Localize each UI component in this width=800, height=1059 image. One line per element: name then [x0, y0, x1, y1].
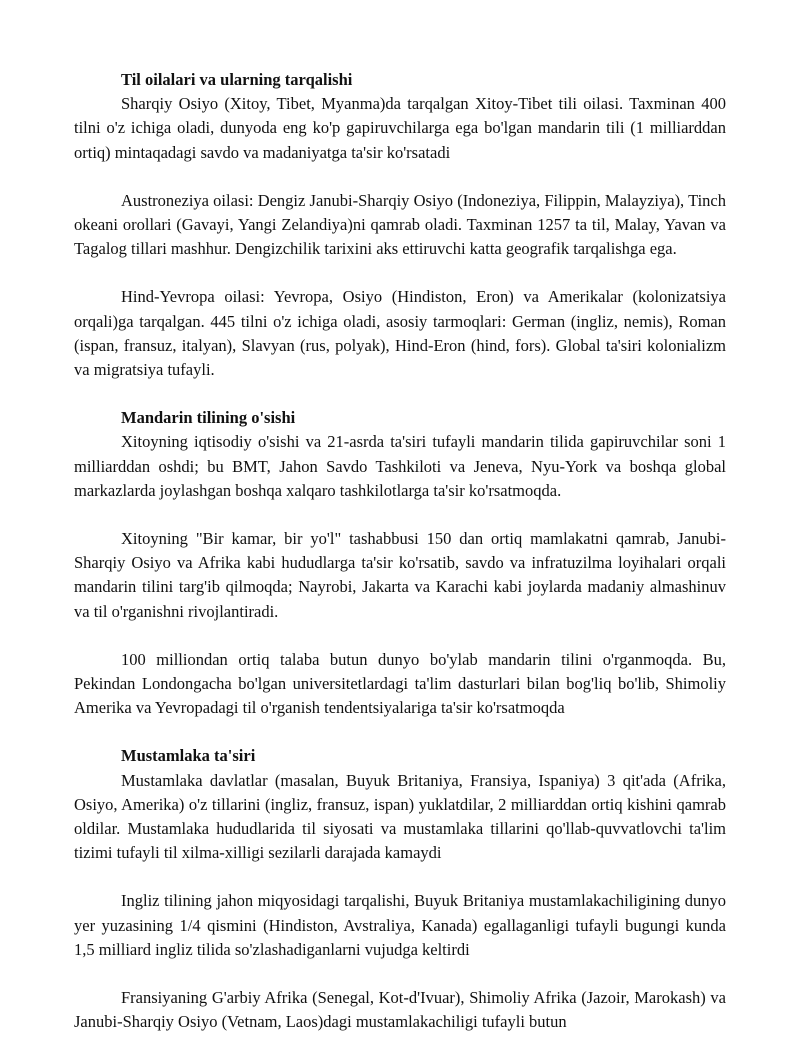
paragraph: Hind-Yevropa oilasi: Yevropa, Osiyo (Hindiston, Eron) va Amerikalar (kolonizatsiya orqali)ga tarqalgan. 445 tilni o'z ichiga oladi, asosiy tarmoqlari: German (ingliz, nemis), Roman (ispan, fransuz, italyan), Slavyan (rus, polyak), Hind-Eron (hind, fors). Global ta'siri kolonializm va migratsiya tufayli.	[74, 287, 726, 380]
paragraph: Fransiyaning G'arbiy Afrika (Senegal, Kot-d'Ivuar), Shimoliy Afrika (Jazoir, Marokash) va Janubi-Sharqiy Osiyo (Vetnam, Laos)dagi mustamlakachiligi tufayli butun	[74, 988, 726, 1032]
paragraph: Ingliz tilining jahon miqyosidagi tarqalishi, Buyuk Britaniya mustamlakachiligining dunyo yer yuzasining 1/4 qismini (Hindiston, Avstraliya, Kanada) egallaganligi tufayli bugungi kunda 1,5 milliard ingliz tilida so'zlashadiganlarni vujudga keltirdi	[74, 891, 726, 959]
section-heading: Mustamlaka ta'siri	[121, 746, 256, 766]
paragraph: 100 milliondan ortiq talaba butun dunyo bo'ylab mandarin tilini o'rganmoqda. Bu, Pekindan Londongacha bo'lgan universitetlardagi ta'lim dasturlari bilan bog'liq bo'lib, Shimoliy Amerika va Yevropadagi til o'rganish tendentsiyalariga ta'sir ko'rsatmoqda	[74, 649, 726, 718]
section-heading: Til oilalari va ularning tarqalishi	[121, 70, 353, 89]
paragraph: Mustamlaka davlatlar (masalan, Buyuk Britaniya, Fransiya, Ispaniya) 3 qit'ada (Afrika, Osiyo, Amerika) o'z tillarini (ingliz, fransuz, ispan) yuklatdilar, 2 milliarddan ortiq kishini qamrab oldilar. Mustamlaka hududlarida til siyosati va mustamlaka tillarini qo'llab-quvvatlovchi ta'lim tizimi tufayli til xilma-xilligi sezilarli darajada kamaydi	[74, 770, 726, 863]
paragraph: Sharqiy Osiyo (Xitoy, Tibet, Myanma)da tarqalgan Xitoy-Tibet tili oilasi. Taxminan 400 tilni o'z ichiga oladi, dunyoda eng ko'p gapiruvchilarga ega bo'lgan mandarin tili (1 milliarddan ortiq) mintaqadagi savdo va madaniyatga ta'sir ko'rsatadi	[74, 94, 726, 162]
section-heading: Mandarin tilining o'sishi	[121, 408, 296, 428]
paragraph: Xitoyning iqtisodiy o'sishi va 21-asrda ta'siri tufayli mandarin tilida gapiruvchilar soni 1 milliarddan oshdi; bu BMT, Jahon Savdo Tashkiloti va Jeneva, Nyu-York va boshqa global markazlarda joylashgan boshqa xalqaro tashkilotlarga ta'sir ko'rsatmoqda.	[74, 432, 726, 500]
document-body	[74, 68, 726, 1059]
paragraph: Xitoyning "Bir kamar, bir yo'l" tashabbusi 150 dan ortiq mamlakatni qamrab, Janubi-Sharqiy Osiyo va Afrika kabi hududlarga ta'sir ko'rsatib, savdo va infratuzilma loyihalari orqali mandarin tilini targ'ib qilmoqda; Nayrobi, Jakarta va Karachi kabi joylarda madaniy almashinuv va til o'rganishni rivojlantiradi.	[74, 529, 726, 621]
paragraph: Austroneziya oilasi: Dengiz Janubi-Sharqiy Osiyo (Indoneziya, Filippin, Malayziya), Tinch okeani orollari (Gavayi, Yangi Zelandiya)ni qamrab oladi. Taxminan 1257 ta til, Malay, Yavan va Tagalog tillari mashhur. Dengizchilik tarixini aks ettiruvchi katta geografik tarqalishga ega.	[74, 190, 726, 259]
